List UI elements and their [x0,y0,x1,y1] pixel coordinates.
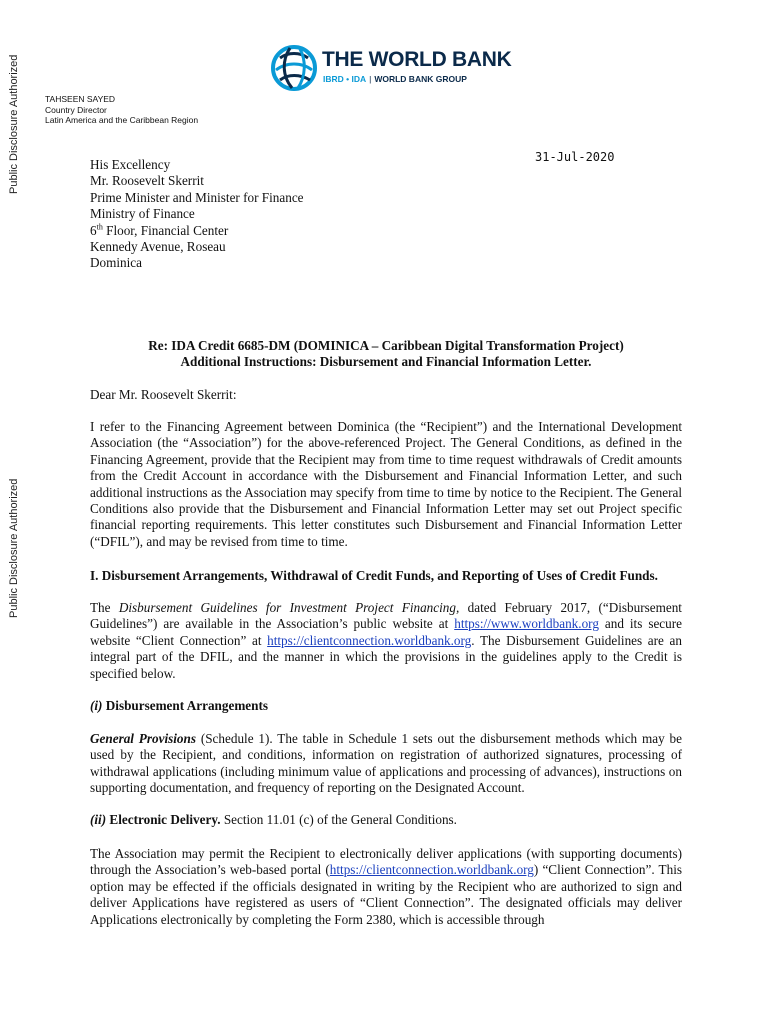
logo-ibrd-ida: IBRD • IDA [323,74,367,84]
disclosure-text: Public Disclosure Authorized [8,54,20,194]
salutation: Dear Mr. Roosevelt Skerrit: [90,387,237,402]
paragraph-intro: I refer to the Financing Agreement between Dominica (the “Recipient”) and the International Development Association (the “Association”) for the above-referenced Project. The General Conditions, as defined in the Financing Agreement, provide that the Recipient may from time to time request withdrawals of Credit amounts from the Credit Account in accordance with the Disbursement and Financial Information Letter, and such additional instructions as the Association may specify from time to time by notice to the Recipient. The General Conditions also provide that the Disbursement and Financial Information Letter may set out Project specific financial reporting requirements. This letter constitutes such Disbursement and Financial Information Letter (“DFIL”), and may be revised from time to time. [90,419,682,549]
subsection-heading-ii [90,812,682,828]
paragraph-guidelines [90,600,682,682]
disclosure-text: Public Disclosure Authorized [8,478,20,618]
addressee-line: His Excellency [90,157,171,172]
text-run: The Association may permit the Recipient to electronically deliver applications (with supporting documents) through the Association’s web-based portal ( [90,846,682,878]
floor-suffix: th [96,222,103,232]
sender-title: Country Director [45,104,107,115]
addressee-line: Dominica [90,255,143,271]
floor-text: Floor, Financial Center [102,222,229,238]
sender-name: TAHSEEN SAYED [45,94,116,104]
addressee-line: Mr. Roosevelt Skerrit [90,173,204,189]
subsection-title: Electronic Delivery. [106,812,221,827]
logo-wordmark: THE WORLD BANK [322,48,512,71]
paragraph-general-provisions [90,731,682,797]
addressee-line: Ministry of Finance [90,206,195,222]
logo-separator: | [369,74,372,84]
logo-group: WORLD BANK GROUP [374,74,467,84]
subsection-number: (ii) [90,812,107,827]
logo-subtitle [323,74,467,84]
subsection-number: (i) [90,698,103,713]
world-bank-logo [270,44,510,94]
worldbank-link[interactable]: https://www.worldbank.org [454,616,599,632]
general-provisions-label: General Provisions [90,731,196,746]
subject-line-2: Additional Instructions: Disbursement and Financial Information Letter. [180,354,592,370]
paragraph-electronic-delivery [90,846,682,928]
subject-line [90,338,682,371]
subsection-heading-i [90,698,682,714]
globe-icon [270,44,318,92]
client-connection-link[interactable]: https://clientconnection.worldbank.org [267,632,472,648]
text-run: and its secure website “Client Connection” at [90,616,682,648]
floor-number: 6 [90,222,97,238]
sender-block [45,94,198,126]
letter-date: 31-Jul-2020 [535,150,615,164]
text-run: (Schedule 1). The table in Schedule 1 sets out the disbursement methods which may be used by the Recipient, and conditions, information on registration of authorized signatures, processing of withdrawal applications (including minimum value of applications and processing of advances), instructions on supporting documentation, and frequency of reporting on the Designated Account. [90,731,683,796]
sender-region: Latin America and the Caribbean Region [45,115,199,125]
client-connection-link-2[interactable]: https://clientconnection.worldbank.org [329,862,534,878]
text-run: The [90,600,119,615]
subject-line-1: Re: IDA Credit 6685-DM (DOMINICA – Caribbean Digital Transformation Project) [148,338,624,353]
guidelines-title: Disbursement Guidelines for Investment Project Financing, [118,600,460,615]
subsection-title: Disbursement Arrangements [102,698,269,713]
addressee-block [90,157,304,272]
addressee-line: Kennedy Avenue, Roseau [90,239,226,255]
addressee-line: Prime Minister and Minister for Finance [90,189,304,205]
subsection-reference: Section 11.01 (c) of the General Conditions. [220,812,457,827]
text-run: ) “Client Connection”. This option may be effected if the officials designated in writing by the Recipient who are authorized to sign and deliver Applications have registered as users of “Client Connection”. The designated officials may deliver Applications electronically by completing the Form 2380, which is accessible through [90,862,682,927]
text-run: dated February 2017, (“Disbursement Guidelines”) are available in the Association’s public website at [90,600,682,632]
addressee-line [90,223,304,239]
text-run: . The Disbursement Guidelines are an integral part of the DFIL, and the manner in which the provisions in the guidelines apply to the Credit is specified below. [90,632,682,681]
section-heading-1: I. Disbursement Arrangements, Withdrawal of Credit Funds, and Reporting of Uses of Credit Funds. [90,568,658,583]
